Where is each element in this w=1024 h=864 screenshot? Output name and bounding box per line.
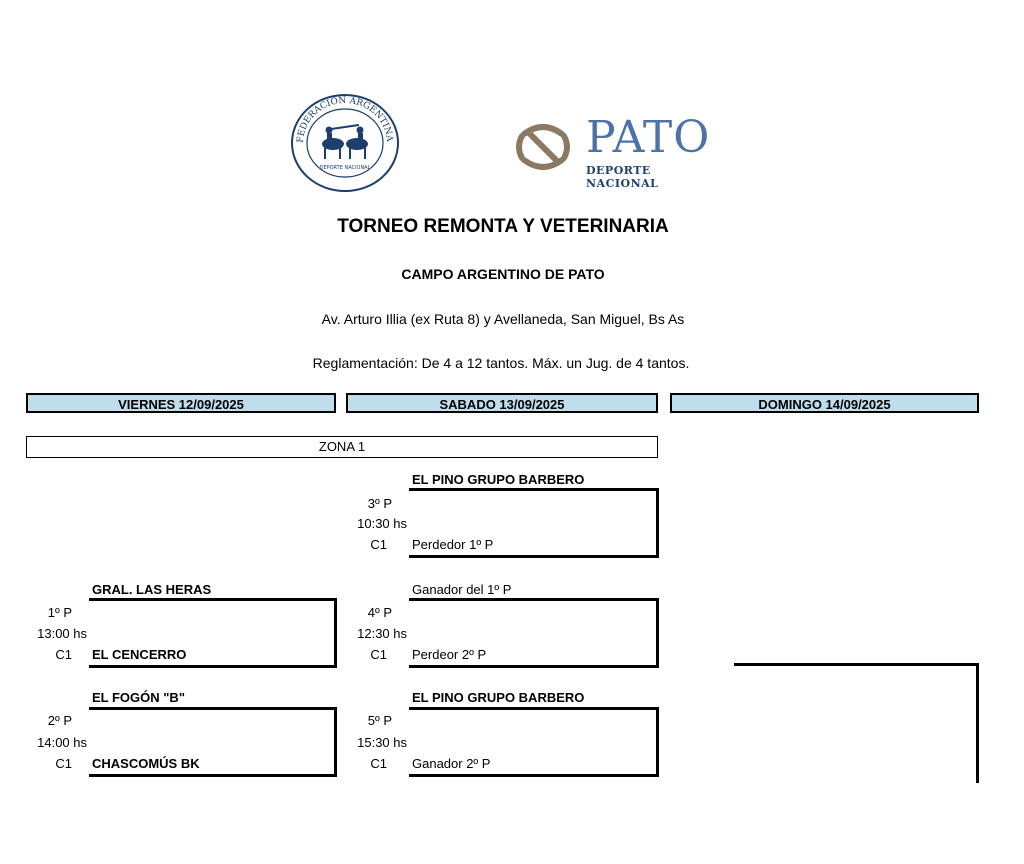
pato-brand-logo: [514, 112, 724, 190]
match-number: 5º P: [367, 713, 392, 728]
match-bottom-team: Ganador 2º P: [412, 756, 491, 771]
match-top-team: EL PINO GRUPO BARBERO: [412, 472, 585, 487]
match-top-team: GRAL. LAS HERAS: [92, 582, 212, 597]
match-time: 10:30 hs: [357, 516, 407, 531]
zone-label: ZONA 1: [26, 436, 658, 458]
horsemen-emblem-icon: [289, 92, 401, 194]
day-header-saturday: SABADO 13/09/2025: [346, 393, 658, 413]
match-time: 13:00 hs: [37, 626, 87, 641]
match-number: 2º P: [47, 713, 72, 728]
match-number: 4º P: [367, 605, 392, 620]
match-time: 15:30 hs: [357, 735, 407, 750]
match-top-team: Ganador del 1º P: [412, 582, 512, 597]
match-bottom-team: EL CENCERRO: [92, 647, 187, 662]
match-court: C1: [55, 756, 72, 771]
emblem-ring-text: FEDERACION ARGENTINA: [295, 95, 395, 144]
match-number: 1º P: [47, 605, 72, 620]
sunday-bracket-line: [734, 663, 979, 783]
day-header-friday: VIERNES 12/09/2025: [26, 393, 336, 413]
match-bottom-team: Perdedor 1º P: [412, 537, 494, 552]
rules-text: Reglamentación: De 4 a 12 tantos. Máx. un Jug. de 4 tantos.: [312, 355, 690, 371]
match-bottom-team: Perdeor 2º P: [412, 647, 487, 662]
match-court: C1: [55, 647, 72, 662]
pato-tagline: DEPORTE NACIONAL: [586, 164, 659, 190]
pato-wordmark: PATO: [586, 112, 711, 163]
match-time: 14:00 hs: [37, 735, 87, 750]
match-court: C1: [370, 647, 387, 662]
match-court: C1: [370, 756, 387, 771]
venue-name: CAMPO ARGENTINO DE PATO: [401, 266, 605, 282]
match-top-team: EL PINO GRUPO BARBERO: [412, 690, 585, 705]
venue-address: Av. Arturo Illia (ex Ruta 8) y Avellaneda, San Miguel, Bs As: [321, 311, 685, 327]
emblem-inner-text: DEPORTE NACIONAL: [319, 165, 371, 171]
match-court: C1: [370, 537, 387, 552]
match-time: 12:30 hs: [357, 626, 407, 641]
tournament-title: TORNEO REMONTA Y VETERINARIA: [337, 216, 669, 237]
day-header-sunday: DOMINGO 14/09/2025: [670, 393, 979, 413]
match-number: 3º P: [367, 496, 392, 511]
svg-text:FEDERACION ARGENTINA DE PATO: [289, 92, 394, 143]
pato-ball-icon: [514, 118, 572, 176]
federation-logo: [289, 92, 401, 194]
match-top-team: EL FOGÓN "B": [92, 690, 185, 705]
match-bottom-team: CHASCOMÚS BK: [92, 756, 200, 771]
